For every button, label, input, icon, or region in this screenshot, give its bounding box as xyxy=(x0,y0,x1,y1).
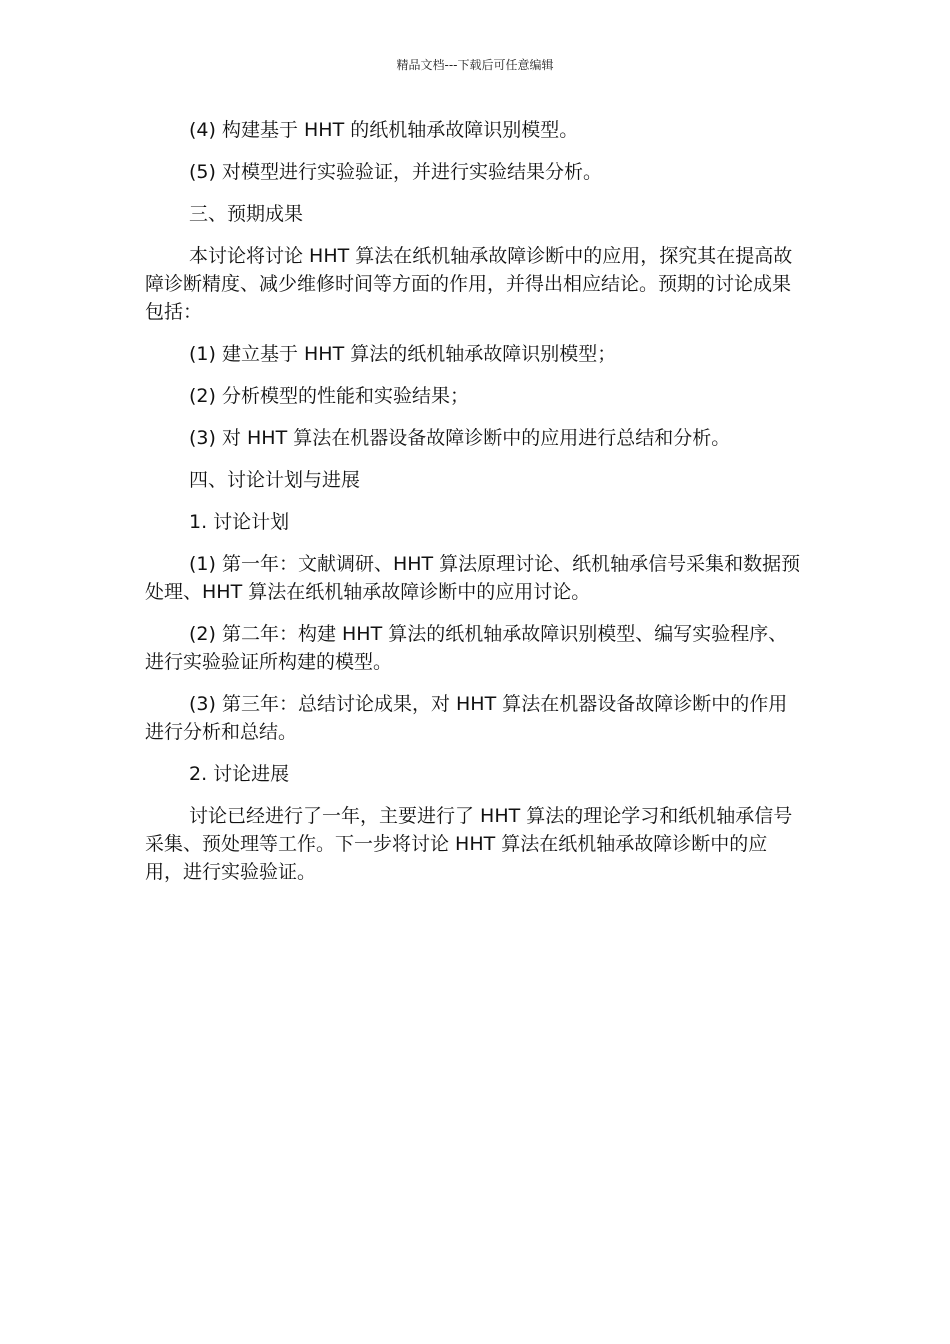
paragraph-step-4: (4) 构建基于 HHT 的纸机轴承故障识别模型。 xyxy=(189,119,579,141)
paragraph-plan-year-2: (2) 第二年：构建 HHT 算法的纸机轴承故障识别模型、编写实验程序、进行实验验证所构建的模型。 xyxy=(145,623,788,673)
subheading-progress: 2. 讨论进展 xyxy=(189,763,290,785)
section-heading-plan-progress: 四、讨论计划与进展 xyxy=(189,469,361,491)
page-header: 精品文档---下载后可任意编辑 xyxy=(396,58,554,72)
paragraph-expected-results-intro: 本讨论将讨论 HHT 算法在纸机轴承故障诊断中的应用，探究其在提高故障诊断精度、减少维修时间等方面的作用，并得出相应结论。预期的讨论成果包括： xyxy=(145,245,793,323)
document-body xyxy=(145,116,805,886)
paragraph-progress: 讨论已经进行了一年，主要进行了 HHT 算法的理论学习和纸机轴承信号采集、预处理等工作。下一步将讨论 HHT 算法在纸机轴承故障诊断中的应用，进行实验验证。 xyxy=(145,805,793,883)
paragraph-step-5: (5) 对模型进行实验验证，并进行实验结果分析。 xyxy=(189,161,602,183)
subheading-plan: 1. 讨论计划 xyxy=(189,511,290,533)
paragraph-result-2: (2) 分析模型的性能和实验结果； xyxy=(189,385,469,407)
paragraph-result-1: (1) 建立基于 HHT 算法的纸机轴承故障识别模型； xyxy=(189,343,617,365)
paragraph-plan-year-3: (3) 第三年：总结讨论成果，对 HHT 算法在机器设备故障诊断中的作用进行分析和总结。 xyxy=(145,693,788,743)
section-heading-expected-results: 三、预期成果 xyxy=(189,203,304,225)
paragraph-result-3: (3) 对 HHT 算法在机器设备故障诊断中的应用进行总结和分析。 xyxy=(189,427,731,449)
paragraph-plan-year-1: (1) 第一年：文献调研、HHT 算法原理讨论、纸机轴承信号采集和数据预处理、HHT 算法在纸机轴承故障诊断中的应用讨论。 xyxy=(145,553,801,603)
